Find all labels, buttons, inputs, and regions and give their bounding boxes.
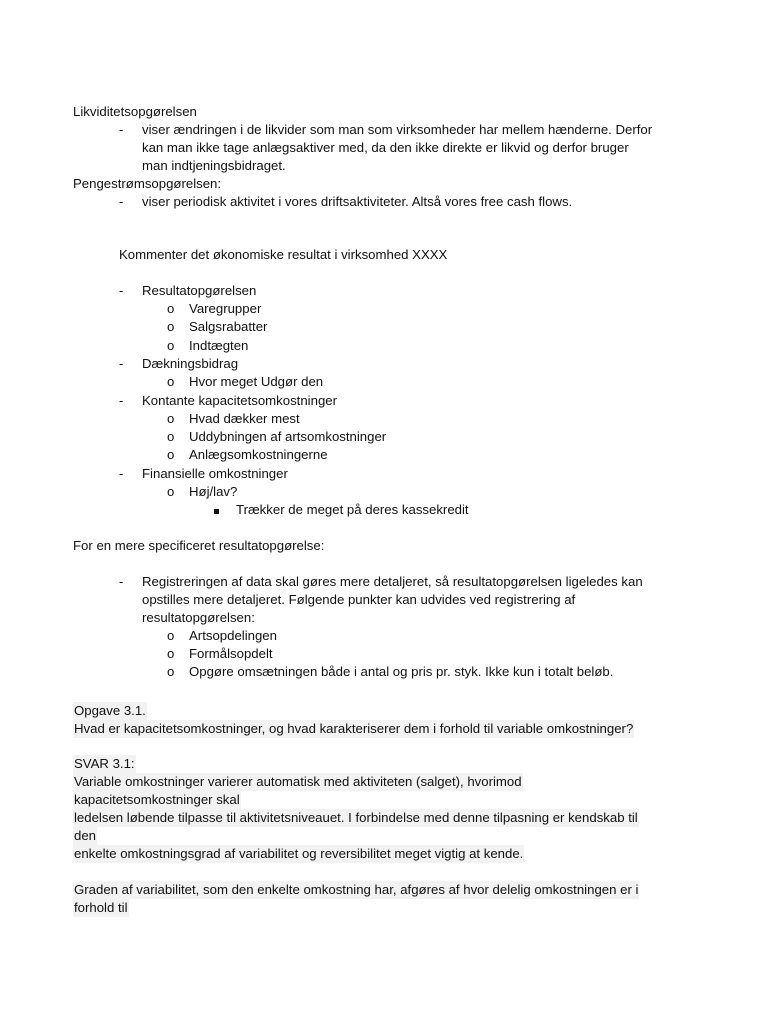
graden-line-1: Graden af variabilitet, som den enkelte omkostning har, afgøres af hvor delelig omkostningen er i xyxy=(73,881,639,899)
circle-bullet: o xyxy=(167,374,175,389)
outline-kontante: Kontante kapacitetsomkostninger xyxy=(142,393,337,408)
registrering-line-1: Registreringen af data skal gøres mere detaljeret, så resultatopgørelsen ligeledes kan xyxy=(142,574,643,589)
outline-finansielle-sub2-1: Trækker de meget på deres kassekredit xyxy=(236,502,469,517)
dash-bullet: - xyxy=(119,393,124,408)
kommenter-line: Kommenter det økonomiske resultat i virksomhed XXXX xyxy=(119,247,448,262)
outline-daekning: Dækningsbidrag xyxy=(142,356,239,371)
circle-bullet: o xyxy=(167,628,175,643)
circle-bullet: o xyxy=(167,411,175,426)
opgave-title: Opgave 3.1. xyxy=(73,702,147,720)
dash-bullet: - xyxy=(119,356,124,371)
circle-bullet: o xyxy=(167,301,175,316)
circle-bullet: o xyxy=(167,429,175,444)
outline-daekning-sub-1: Hvor meget Udgør den xyxy=(189,374,324,389)
svar-line-4: den xyxy=(73,827,97,845)
outline-resultat-sub-2: Salgsrabatter xyxy=(189,319,268,334)
circle-bullet: o xyxy=(167,338,175,353)
registrering-sub-1: Artsopdelingen xyxy=(189,628,277,643)
circle-bullet: o xyxy=(167,664,175,679)
dash-bullet: - xyxy=(119,122,124,137)
registrering-sub-2: Formålsopdelt xyxy=(189,646,273,661)
pengestrom-line: viser periodisk aktivitet i vores driftsaktiviteter. Altså vores free cash flows. xyxy=(142,194,573,209)
outline-resultat: Resultatopgørelsen xyxy=(142,283,257,298)
dash-bullet: - xyxy=(119,194,124,209)
svar-line-3: ledelsen løbende tilpasse til aktivitetsniveauet. I forbindelse med denne tilpasning er kendskab til xyxy=(73,809,639,827)
outline-kontante-sub-3: Anlægsomkostningerne xyxy=(189,447,328,462)
svar-line-2: kapacitetsomkostninger skal xyxy=(73,791,241,809)
outline-finansielle: Finansielle omkostninger xyxy=(142,466,288,481)
outline-kontante-sub-2: Uddybningen af artsomkostninger xyxy=(189,429,387,444)
svar-line-5: enkelte omkostningsgrad af variabilitet og reversibilitet meget vigtig at kende. xyxy=(73,845,524,863)
likviditet-line-2: kan man ikke tage anlægsaktiver med, da den ikke direkte er likvid og derfor bruger xyxy=(142,140,629,155)
square-bullet-icon xyxy=(214,509,219,514)
dash-bullet: - xyxy=(119,283,124,298)
outline-resultat-sub-3: Indtægten xyxy=(189,338,249,353)
svar-line-1: Variable omkostninger varierer automatisk med aktiviteten (salget), hvorimod xyxy=(73,773,523,791)
circle-bullet: o xyxy=(167,447,175,462)
likviditet-line-1: viser ændringen i de likvider som man som virksomheder har mellem hænderne. Derfor xyxy=(142,122,653,137)
registrering-sub-3: Opgøre omsætningen både i antal og pris pr. styk. Ikke kun i totalt beløb. xyxy=(189,664,614,679)
dash-bullet: - xyxy=(119,574,124,589)
heading-specificeret: For en mere specificeret resultatopgørelse: xyxy=(73,538,325,553)
circle-bullet: o xyxy=(167,319,175,334)
dash-bullet: - xyxy=(119,466,124,481)
likviditet-line-3: man indtjeningsbidraget. xyxy=(142,158,286,173)
heading-likviditet: Likviditetsopgørelsen xyxy=(73,104,197,119)
circle-bullet: o xyxy=(167,646,175,661)
registrering-line-2: opstilles mere detaljeret. Følgende punkter kan udvides ved registrering af xyxy=(142,592,576,607)
square-bullet xyxy=(214,501,219,519)
graden-line-2: forhold til xyxy=(73,899,129,917)
heading-pengestrom: Pengestrømsopgørelsen: xyxy=(73,176,222,191)
registrering-line-3: resultatopgørelsen: xyxy=(142,610,255,625)
opgave-question: Hvad er kapacitetsomkostninger, og hvad karakteriserer dem i forhold til variable omkostninger? xyxy=(73,720,634,738)
circle-bullet: o xyxy=(167,484,175,499)
svar-title: SVAR 3.1: xyxy=(73,755,136,773)
outline-finansielle-sub-1: Høj/lav? xyxy=(189,484,238,499)
outline-resultat-sub-1: Varegrupper xyxy=(189,301,262,316)
outline-kontante-sub-1: Hvad dækker mest xyxy=(189,411,300,426)
